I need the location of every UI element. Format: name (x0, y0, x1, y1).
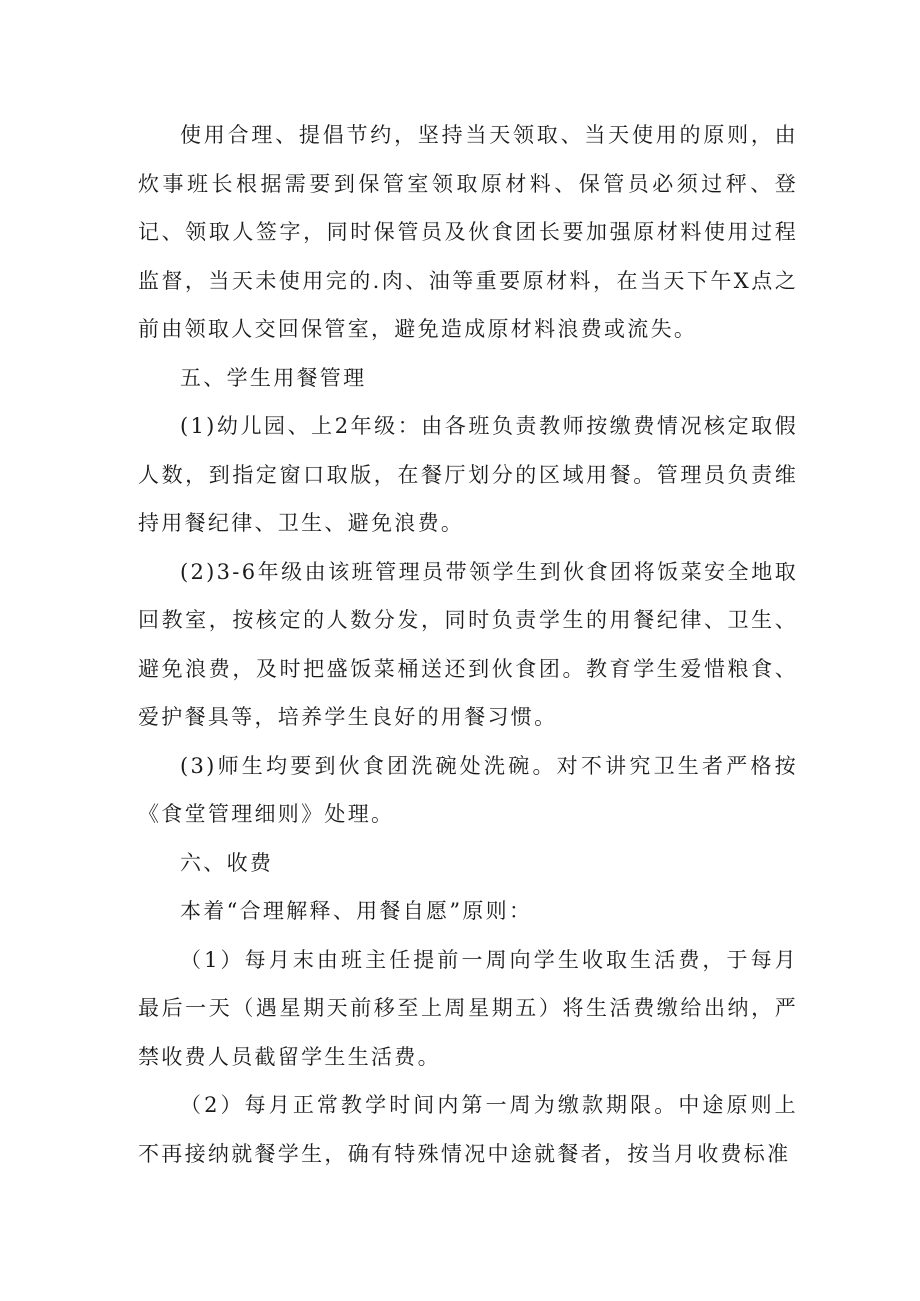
paragraph-item-kindergarten: (1)幼儿园、上2年级：由各班负责教师按缴费情况核定取假人数，到指定窗口取版，在餐厅划分的区域用餐。管理员负责维持用餐纪律、卫生、避免浪费。 (138, 414, 798, 535)
paragraph-item-payment-deadline: （2）每月正常教学时间内第一周为缴款期限。中途原则上不再接纳就餐学生，确有特殊情况中途就餐者，按当月收费标准 (138, 1093, 798, 1166)
paragraph-item-monthly-collection: （1）每月末由班主任提前一周向学生收取生活费，于每月最后一天（遇星期天前移至上周星期五）将生活费缴给出纳，严禁收费人员截留学生生活费。 (138, 947, 798, 1069)
section-heading-student-dining: 五、学生用餐管理 (180, 365, 367, 390)
paragraph-item-grades-3-6: (2)3-6年级由该班管理员带领学生到伙食团将饭菜安全地取回教室，按核定的人数分发，同时负责学生的用餐纪律、卫生、避免浪费，及时把盛饭菜桶送还到伙食团。教育学生爱惜粮食、爱护餐具等，培养学生良好的用餐习惯。 (138, 559, 798, 729)
section-heading-fees: 六、收费 (180, 850, 274, 875)
paragraph-material-use: 使用合理、提倡节约，坚持当天领取、当天使用的原则，由炊事班长根据需要到保管室领取原材料、保管员必须过秤、登记、领取人签字，同时保管员及伙食团长要加强原材料使用过程监督，当天未使用完的.肉、油等重要原材料，在当天下午X点之前由领取人交回保管室，避免造成原材料浪费或流失。 (138, 123, 798, 341)
paragraph-item-dishwashing: (3)师生均要到伙食团洗碗处洗碗。对不讲究卫生者严格按《食堂管理细则》处理。 (138, 753, 798, 826)
document-page (138, 111, 798, 1178)
paragraph-fee-principle: 本着“合理解释、用餐自愿”原则： (180, 899, 533, 923)
